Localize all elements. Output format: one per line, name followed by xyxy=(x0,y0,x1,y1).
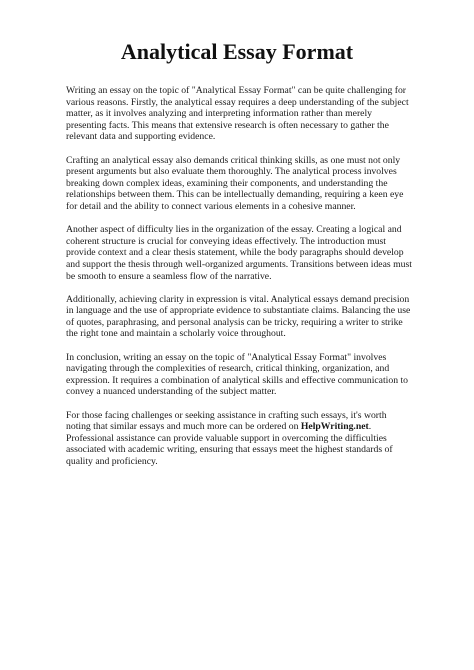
paragraph-3: Another aspect of difficulty lies in the organization of the essay. Creating a logical and coherent structure is crucial for conveying ideas effectively. The introduction must provide context and a clear thesis statement, while the body paragraphs should develop and support the thesis through well-organized arguments. Transitions between ideas must be smooth to ensure a seamless flow of the narrative. xyxy=(66,224,412,282)
paragraph-1: Writing an essay on the topic of "Analytical Essay Format" can be quite challenging for various reasons. Firstly, the analytical essay requires a deep understanding of the subject matter, as it involves analyzing and interpreting information rather than merely presenting facts. This means that extensive research is often necessary to gather the relevant data and supporting evidence. xyxy=(66,85,409,143)
paragraph-2: Crafting an analytical essay also demands critical thinking skills, as one must not only present arguments but also evaluate them thoroughly. The analytical process involves breaking down complex ideas, examining their components, and understanding the relationships between them. This can be intellectually demanding, requiring a keen eye for detail and the ability to connect various elements in a cohesive manner. xyxy=(66,154,404,212)
paragraph-6-text-after: . Professional assistance can provide valuable support in overcoming the difficulties associated with academic writing, ensuring that essays meet the highest standards of quality and proficiency. xyxy=(66,421,393,467)
page-title: Analytical Essay Format xyxy=(120,39,354,64)
paragraph-5: In conclusion, writing an essay on the topic of "Analytical Essay Format" involves navigating through the complexities of research, critical thinking, organization, and expression. It requires a combination of analytical skills and effective communication to convey a nuanced understanding of the subject matter. xyxy=(66,351,409,398)
document-body xyxy=(66,85,412,479)
paragraph-4: Additionally, achieving clarity in expression is vital. Analytical essays demand precision in language and the use of appropriate evidence to substantiate claims. Balancing the use of quotes, paraphrasing, and personal analysis can be tricky, requiring a writer to strike the right tone and maintain a scholarly voice throughout. xyxy=(66,293,411,340)
paragraph-6-text-before: For those facing challenges or seeking assistance in crafting such essays, it's worth noting that similar essays and much more can be ordered on xyxy=(66,409,387,433)
helpwriting-link[interactable]: HelpWriting.net xyxy=(300,421,369,433)
paragraph-6 xyxy=(66,410,412,468)
